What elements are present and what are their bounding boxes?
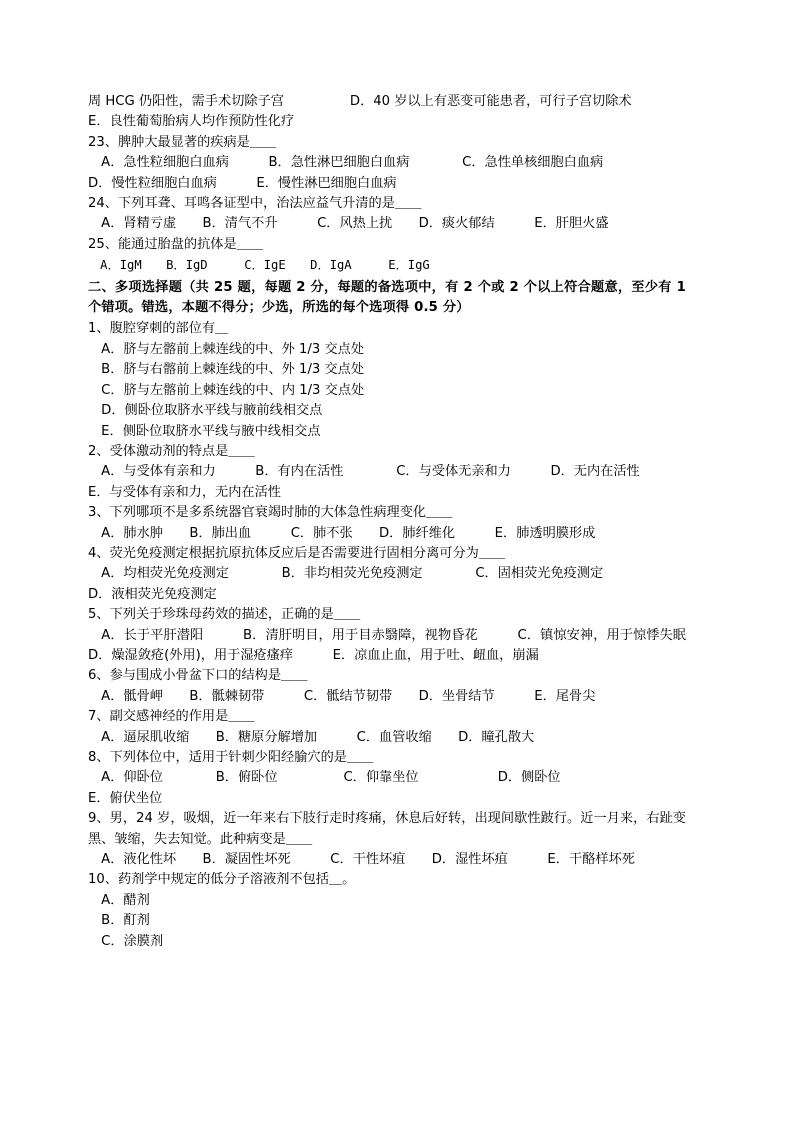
question-options: A．仰卧位 B．俯卧位 C．仰靠坐位 D．侧卧位 xyxy=(88,770,561,786)
question-options: C．脐与左髂前上棘连线的中、内 1/3 交点处 xyxy=(88,382,365,398)
question-stem: 10、药剂学中规定的低分子溶液剂不包括＿。 xyxy=(88,872,356,888)
question-options: D．慢性粒细胞白血病 E．慢性淋巴细胞白血病 xyxy=(88,175,397,191)
question-options: A．脐与左髂前上棘连线的中、外 1/3 交点处 xyxy=(88,341,365,357)
question-stem: 4、荧光免疫测定根据抗原抗体反应后是否需要进行固相分离可分为＿＿ xyxy=(88,545,506,561)
question-options: A．肾精亏虚 B．清气不升 C．风热上扰 D．痰火郁结 E．肝胆火盛 xyxy=(88,216,609,232)
question-options: B．脐与右髂前上棘连线的中、外 1/3 交点处 xyxy=(88,362,365,378)
question-options: E．俯伏坐位 xyxy=(88,790,163,806)
question-stem: 9、男，24 岁，吸烟，近一年来右下肢行走时疼痛，休息后好转，出现间歇性跛行。近一月来，右趾变黑、皱缩，失去知觉。此种病变是＿＿ xyxy=(88,811,686,847)
question-stem: 6、参与围成小骨盆下口的结构是＿＿ xyxy=(88,668,308,684)
question-options: E．与受体有亲和力，无内在活性 xyxy=(88,484,281,500)
question-stem: 8、下列体位中，适用于针刺少阳经腧穴的是＿＿ xyxy=(88,750,374,765)
question-stem: 3、下列哪项不是多系统器官衰竭时肺的大体急性病理变化＿＿ xyxy=(88,505,453,521)
question-stem: 25、能通过胎盘的抗体是＿＿ xyxy=(88,236,264,252)
question-stem: 5、下列关于珍珠母药效的描述，正确的是＿＿ xyxy=(88,607,361,623)
question-options: D．侧卧位取脐水平线与腋前线相交点 xyxy=(88,403,323,419)
question-options: B．酊剂 xyxy=(88,913,150,929)
question-stem: 7、副交感神经的作用是＿＿ xyxy=(88,709,255,725)
question-stem: 23、脾肿大最显著的疾病是＿＿ xyxy=(88,134,277,150)
question-options: A．IgM B．IgD C．IgE D．IgA E．IgG xyxy=(88,258,430,273)
question-options: A．醋剂 xyxy=(88,892,150,908)
document-body xyxy=(88,92,726,952)
question-options: C．涂膜剂 xyxy=(88,933,164,949)
carryover-line: 周 HCG 仍阳性，需手术切除子宫 D．40 岁以上有恶变可能患者，可行子宫切除术 xyxy=(88,94,632,109)
question-stem: 24、下列耳聋、耳鸣各证型中，治法应益气升清的是＿＿ xyxy=(88,196,422,212)
section-two-heading: 二、多项选择题（共 25 题，每题 2 分，每题的备选项中，有 2 个或 2 个以上符合题意，至少有 1 个错项。错选，本题不得分；少选，所选的每个选项得 0.5 分） xyxy=(88,279,691,316)
question-options: A．均相荧光免疫测定 B．非均相荧光免疫测定 C．固相荧光免疫测定 xyxy=(88,566,604,582)
question-options: A．骶骨岬 B．骶棘韧带 C．骶结节韧带 D．坐骨结节 E．尾骨尖 xyxy=(88,688,596,704)
question-options: A．急性粒细胞白血病 B．急性淋巴细胞白血病 C．急性单核细胞白血病 xyxy=(88,155,604,171)
carryover-line: E．良性葡萄胎病人均作预防性化疗 xyxy=(88,114,295,130)
question-options: A．与受体有亲和力 B．有内在活性 C．与受体无亲和力 D．无内在活性 xyxy=(88,464,640,480)
question-options: E．侧卧位取脐水平线与腋中线相交点 xyxy=(88,423,321,439)
question-options: A．液化性坏 B．凝固性坏死 C．干性坏疽 D．湿性坏疽 E．干酪样坏死 xyxy=(88,852,635,868)
question-stem: 1、腹腔穿刺的部位有＿ xyxy=(88,321,229,337)
question-options: A．长于平肝潜阳 B．清肝明目，用于目赤翳障，视物昏花 C．镇惊安神，用于惊悸失眠 D．燥湿敛疮(外用)，用于湿疮瘙痒 E．凉血止血，用于吐、衄血，崩漏 xyxy=(88,627,726,663)
question-stem: 2、受体激动剂的特点是＿＿ xyxy=(88,443,255,459)
question-options: D．液相荧光免疫测定 xyxy=(88,586,217,602)
question-options: A．逼尿肌收缩 B．糖原分解增加 C．血管收缩 D．瞳孔散大 xyxy=(88,729,535,745)
question-options: A．肺水肿 B．肺出血 C．肺不张 D．肺纤维化 E．肺透明膜形成 xyxy=(88,525,596,541)
